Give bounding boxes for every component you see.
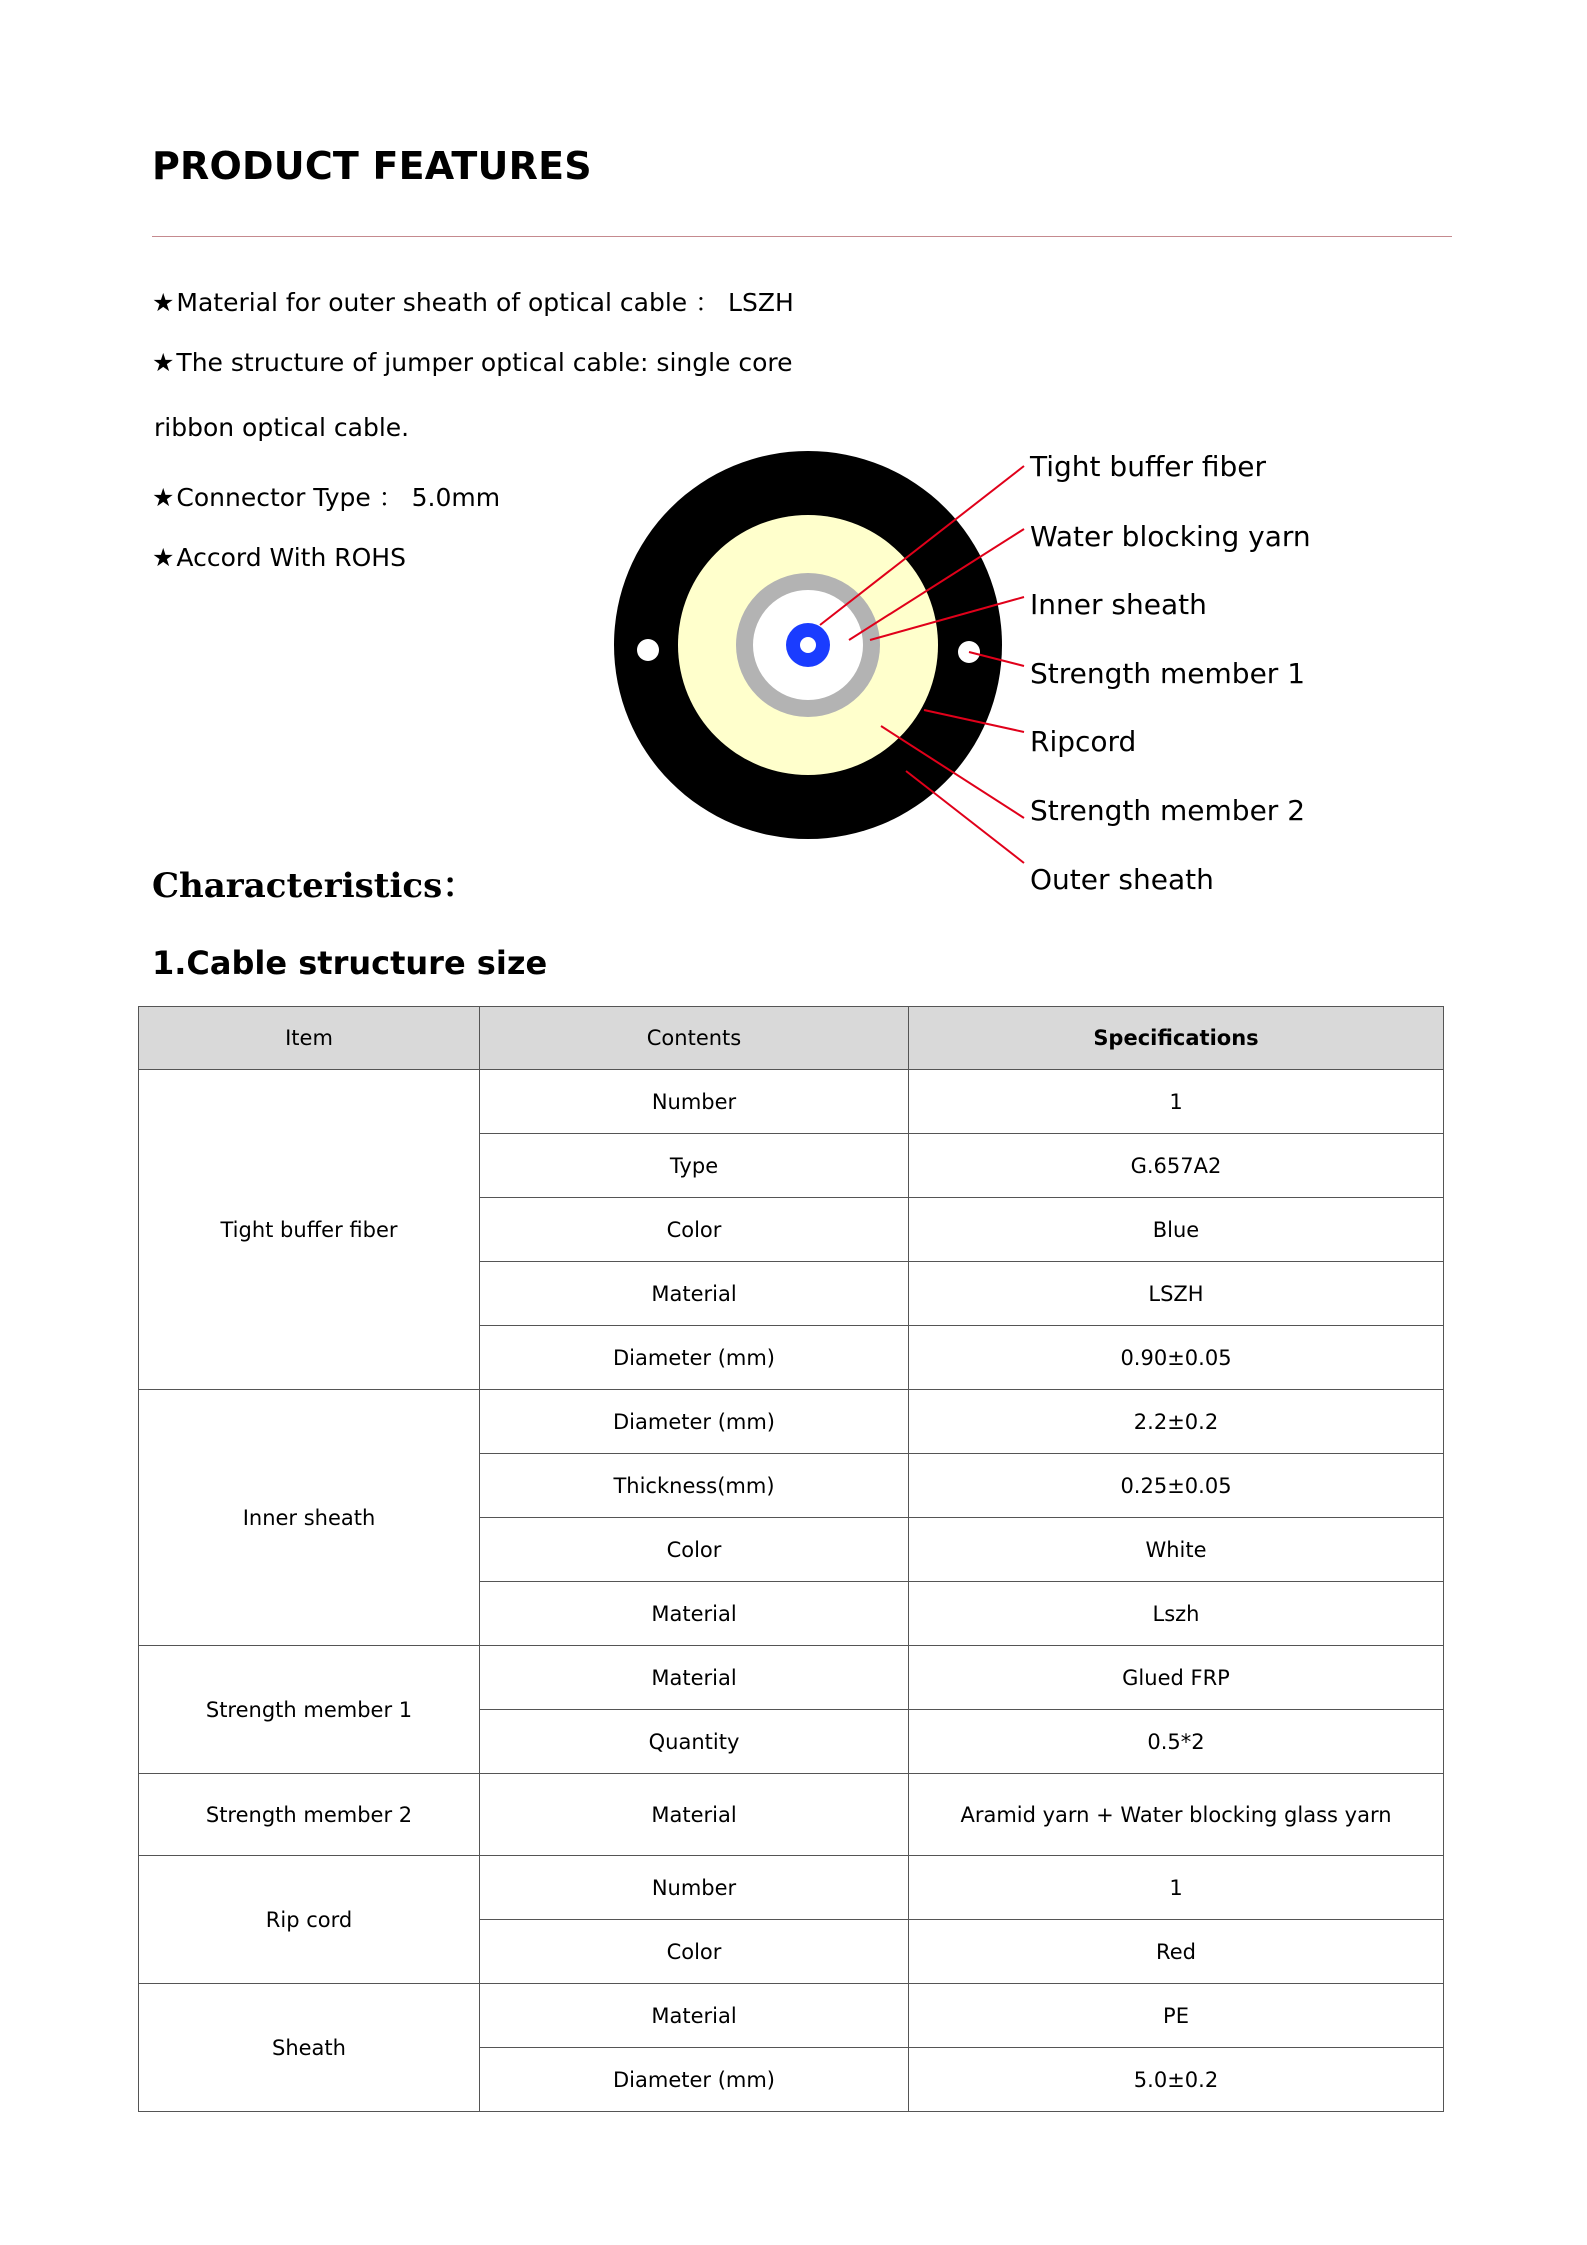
- content-cell: Material: [480, 1774, 909, 1856]
- content-cell: Material: [480, 1984, 909, 2048]
- feature-text: ribbon optical cable.: [154, 413, 410, 442]
- feature-text: Material for outer sheath of optical cable ： LSZH: [176, 288, 794, 317]
- table-row: [139, 1646, 1444, 1710]
- spec-cell: Aramid yarn + Water blocking glass yarn: [909, 1774, 1444, 1856]
- content-cell: Material: [480, 1582, 909, 1646]
- star-icon: ★: [152, 543, 175, 572]
- item-cell: Inner sheath: [139, 1390, 480, 1646]
- content-cell: Color: [480, 1920, 909, 1984]
- spec-cell: 1: [909, 1070, 1444, 1134]
- label-inner-sheath: Inner sheath: [1030, 588, 1207, 621]
- feature-text: Connector Type ： 5.0mm: [176, 483, 501, 512]
- label-water-blocking-yarn: Water blocking yarn: [1030, 520, 1311, 553]
- star-icon: ★: [152, 483, 175, 512]
- spec-cell: Lszh: [909, 1582, 1444, 1646]
- spec-cell: Blue: [909, 1198, 1444, 1262]
- spec-cell: 0.5*2: [909, 1710, 1444, 1774]
- feature-text: Accord With ROHS: [176, 543, 406, 572]
- header-specifications: Specifications: [909, 1007, 1444, 1070]
- spec-cell: 0.90±0.05: [909, 1326, 1444, 1390]
- spec-cell: LSZH: [909, 1262, 1444, 1326]
- feature-text: The structure of jumper optical cable: single core: [176, 348, 793, 377]
- table-row: [139, 1774, 1444, 1856]
- table-row: [139, 1856, 1444, 1920]
- label-strength-member-1: Strength member 1: [1030, 657, 1306, 690]
- spec-cell: 2.2±0.2: [909, 1390, 1444, 1454]
- content-cell: Diameter (mm): [480, 2048, 909, 2112]
- item-cell: Tight buffer fiber: [139, 1070, 480, 1390]
- table-row: [139, 1390, 1444, 1454]
- spec-cell: 1: [909, 1856, 1444, 1920]
- spec-cell: 0.25±0.05: [909, 1454, 1444, 1518]
- content-cell: Material: [480, 1646, 909, 1710]
- header-item: Item: [139, 1007, 480, 1070]
- content-cell: Number: [480, 1856, 909, 1920]
- table-row: [139, 1070, 1444, 1134]
- content-cell: Number: [480, 1070, 909, 1134]
- content-cell: Thickness(mm): [480, 1454, 909, 1518]
- star-icon: ★: [152, 348, 175, 377]
- cable-structure-table: [138, 1006, 1444, 2112]
- table-row: [139, 1984, 1444, 2048]
- page-title: PRODUCT FEATURES: [152, 144, 592, 188]
- label-outer-sheath: Outer sheath: [1030, 863, 1214, 896]
- spec-cell: Glued FRP: [909, 1646, 1444, 1710]
- fiber-core-dot: [800, 637, 816, 653]
- spec-cell: White: [909, 1518, 1444, 1582]
- spec-cell: PE: [909, 1984, 1444, 2048]
- strength-member-1-left: [637, 639, 659, 661]
- content-cell: Quantity: [480, 1710, 909, 1774]
- content-cell: Diameter (mm): [480, 1390, 909, 1454]
- leader-line: [906, 771, 1024, 863]
- spec-cell: Red: [909, 1920, 1444, 1984]
- spec-cell: 5.0±0.2: [909, 2048, 1444, 2112]
- content-cell: Color: [480, 1198, 909, 1262]
- header-contents: Contents: [480, 1007, 909, 1070]
- item-cell: Strength member 1: [139, 1646, 480, 1774]
- label-ripcord: Ripcord: [1030, 725, 1137, 758]
- section-heading: 1.Cable structure size: [152, 944, 548, 982]
- content-cell: Color: [480, 1518, 909, 1582]
- item-cell: Sheath: [139, 1984, 480, 2112]
- spec-cell: G.657A2: [909, 1134, 1444, 1198]
- characteristics-heading: Characteristics：: [152, 866, 477, 906]
- star-icon: ★: [152, 288, 175, 317]
- cable-cross-section-diagram: [0, 0, 1587, 920]
- item-cell: Strength member 2: [139, 1774, 480, 1856]
- label-strength-member-2: Strength member 2: [1030, 794, 1306, 827]
- item-cell: Rip cord: [139, 1856, 480, 1984]
- content-cell: Diameter (mm): [480, 1326, 909, 1390]
- content-cell: Type: [480, 1134, 909, 1198]
- content-cell: Material: [480, 1262, 909, 1326]
- table-header-row: [139, 1007, 1444, 1070]
- label-tight-buffer-fiber: Tight buffer fiber: [1030, 450, 1267, 483]
